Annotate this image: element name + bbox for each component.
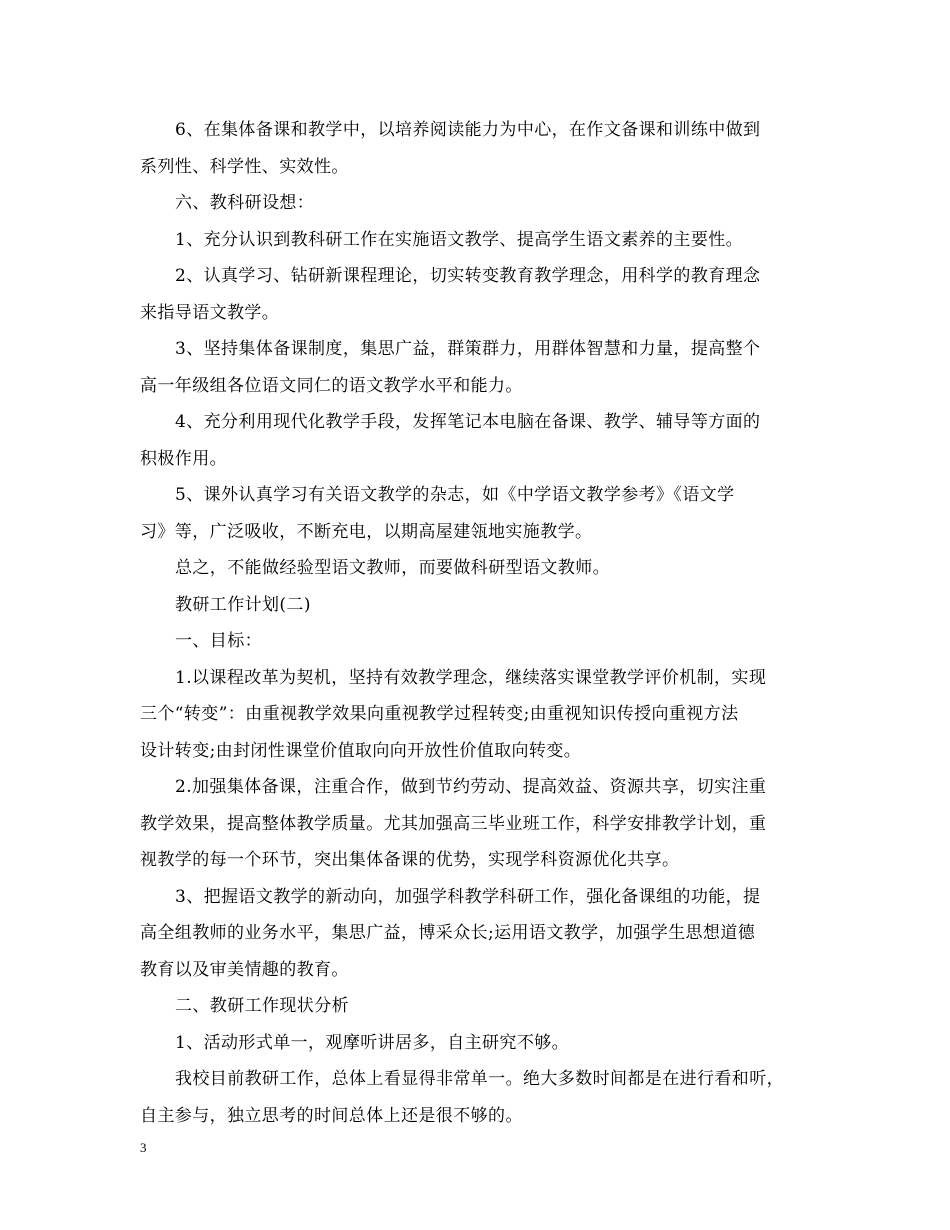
paragraph-line: 教育以及审美情趣的教育。	[140, 959, 349, 980]
paragraph-line: 总之，不能做经验型语文教师，而要做科研型语文教师。	[175, 558, 610, 578]
paragraph-line: 三个“转变”：由重视教学效果向重视教学过程转变;由重视知识传授向重视方法	[140, 704, 739, 724]
document-body	[140, 112, 816, 1134]
paragraph-line: 高全组教师的业务水平，集思广益，博采众长;运用语文教学，加强学生思想道德	[140, 923, 756, 943]
page-number: 3	[140, 1140, 147, 1155]
paragraph-line: 教学效果，提高整体教学质量。尤其加强高三毕业班工作，科学安排教学计划，重	[140, 813, 767, 834]
paragraph-line: 我校目前教研工作，总体上看显得非常单一。绝大多数时间都是在进行看和听，	[175, 1069, 784, 1089]
paragraph-line: 视教学的每一个环节，突出集体备课的优势，实现学科资源优化共享。	[140, 850, 680, 870]
document-subtitle: 教研工作计划(二)	[175, 594, 311, 615]
paragraph-line: 3、坚持集体备课制度，集思广益，群策群力，用群体智慧和力量，提高整个	[175, 339, 761, 359]
paragraph-line: 积极作用。	[140, 448, 227, 469]
paragraph-line: 1.以课程改革为契机，坚持有效教学理念，继续落实课堂教学评价机制，实现	[175, 667, 767, 688]
paragraph-line: 5、课外认真学习有关语文教学的杂志，如《中学语文教学参考》《语文学	[175, 485, 735, 505]
paragraph-line: 高一年级组各位语文同仁的语文教学水平和能力。	[140, 375, 523, 396]
paragraph-line: 自主参与，独立思考的时间总体上还是很不够的。	[140, 1105, 523, 1126]
paragraph-line: 习》等，广泛吸收，不断充电，以期高屋建瓴地实施教学。	[140, 521, 593, 542]
paragraph-line: 1、充分认识到教科研工作在实施语文教学、提高学生语文素养的主要性。	[175, 229, 744, 250]
section-heading: 六、教科研设想：	[175, 193, 315, 213]
paragraph-line: 系列性、科学性、实效性。	[140, 156, 349, 177]
paragraph-line: 设计转变;由封闭性课堂价值取向向开放性价值取向转变。	[140, 740, 582, 761]
section-heading: 二、教研工作现状分析	[175, 996, 349, 1016]
paragraph-line: 来指导语文教学。	[140, 302, 280, 323]
paragraph-line: 4、充分利用现代化教学手段，发挥笔记本电脑在备课、教学、辅导等方面的	[175, 412, 761, 432]
section-heading: 一、目标：	[175, 631, 262, 651]
paragraph-line: 2.加强集体备课，注重合作，做到节约劳动、提高效益、资源共享，切实注重	[175, 777, 767, 797]
paragraph-line: 3、把握语文教学的新动向，加强学科教学科研工作，强化备课组的功能，提	[175, 886, 761, 907]
paragraph-line: 1、活动形式单一，观摩听讲居多，自主研究不够。	[175, 1032, 570, 1053]
paragraph-line: 6、在集体备课和教学中，以培养阅读能力为中心，在作文备课和训练中做到	[175, 120, 761, 140]
paragraph-line: 2、认真学习、钻研新课程理论，切实转变教育教学理念，用科学的教育理念	[175, 266, 761, 286]
